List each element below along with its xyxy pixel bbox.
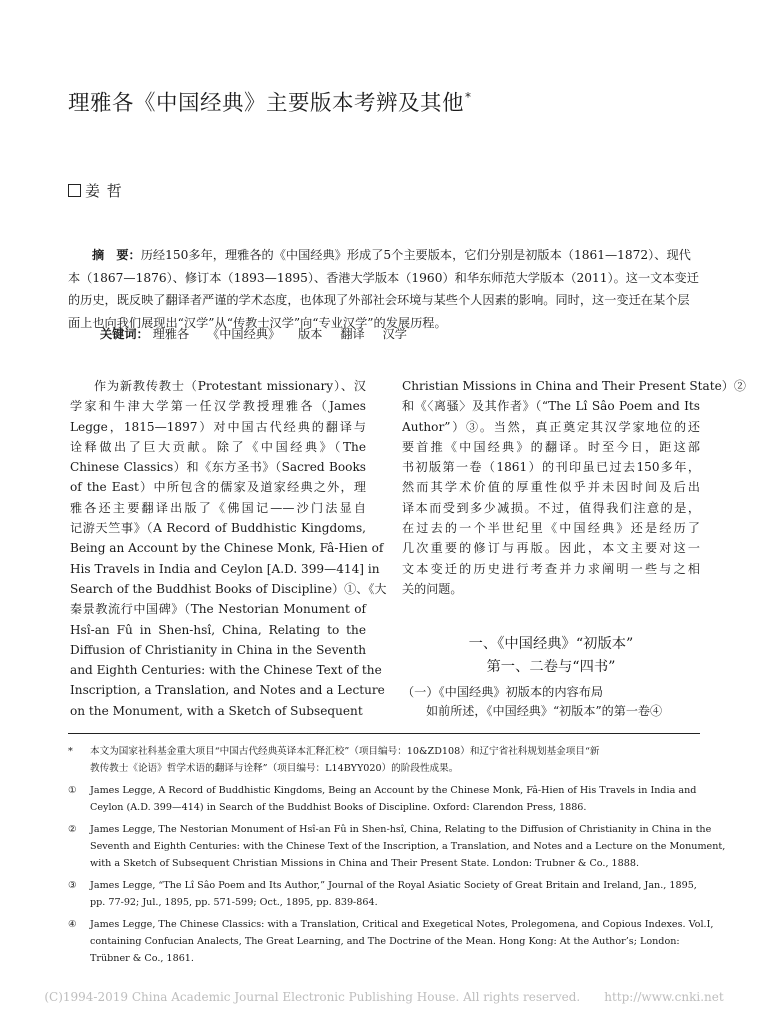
text-line: 在过去的一个半世纪里《中国经典》还是经历了 (402, 521, 700, 536)
footer-url: http://www.cnki.net (604, 990, 724, 1004)
text-line: 要首推《中国经典》的翻译。时至今日，距这部 (402, 439, 700, 454)
footnote-line: James Legge, The Chinese Classics: with a Translation, Critical and Exegetical Notes, Prolegomena, and Copious Indexes. Vol.I, (90, 918, 714, 930)
body-continue: 如前所述，《中国经典》“初版本”的第一卷④ (426, 704, 663, 718)
footnote (68, 877, 700, 912)
footnote-divider (68, 733, 700, 734)
body-right-column (402, 376, 746, 599)
footnote-mark: ① (68, 784, 77, 796)
keywords-label: 关键词： (100, 327, 149, 341)
footnote-line: with a Sketch of Subsequent Christian Missions in China and Their Present State. London: Trubner & Co., 1888. (90, 858, 640, 870)
text-line: 学家和牛津大学第一任汉学教授理雅各（James (70, 399, 366, 414)
footnote (68, 782, 700, 817)
text-line: His Travels in India and Ceylon [A.D. 399—414] in (70, 561, 380, 576)
text-line: Search of the Buddhist Books of Discipline）①、《大 (70, 581, 387, 596)
text-line: Being an Account by the Chinese Monk, Fâ-Hien of (70, 541, 384, 556)
footnotes (68, 743, 726, 972)
section-heading-line2: 第一、二卷与“四书” (486, 659, 616, 675)
text-line: of the East）中所包含的儒家及道家经典之外，理 (70, 480, 366, 495)
abstract-text: 历经150多年，理雅各的《中国经典》形成了5个主要版本，它们分别是初版本（1861—1872）、现代本（1867—1876）、修订本（1893—1895）、香港大学版本（1960）和华东师范大学版本（2011）。这一文本变迁的历史，既反映了翻译者严谨的学术态度，也体现了外部社会环境与某些个人因素的影响。同时，这一变迁在某个层面上也向我们展现出“汉学”从“传教士汉学”向“专业汉学”的发展历程。 (68, 248, 699, 330)
copyright-text: (C)1994-2019 China Academic Journal Electronic Publishing House. All rights reserved. (44, 990, 581, 1004)
text-line: 译本而受到多少减损。不过，值得我们注意的是， (402, 500, 700, 515)
text-line: 关的问题。 (402, 581, 463, 596)
keyword: 翻译 (340, 327, 365, 341)
footnote-line: Trübner & Co., 1861. (90, 953, 194, 965)
keywords (100, 325, 421, 342)
keyword: 理雅各 (152, 327, 190, 341)
footnote-line: James Legge, “The Lî Sâo Poem and Its Author,” Journal of the Royal Asiatic Society of Great Britain and Ireland, Jan., 1895, (90, 879, 697, 891)
text-line: Author”）③。当然，真正奠定其汉学家地位的还 (402, 419, 700, 434)
footnote-line: 教传教士《论语》哲学术语的翻译与诠释”（项目编号：L14BYY020）的阶段性成果。 (90, 763, 459, 775)
footnote (68, 821, 726, 873)
title-text: 理雅各《中国经典》主要版本考辨及其他 (68, 91, 465, 116)
abstract-label: 摘 要： (92, 248, 141, 262)
subsection-heading: （一）《中国经典》初版本的内容布局 (402, 685, 604, 699)
text-line: 和《〈离骚〉及其作者》（“The Lî Sâo Poem and Its (402, 399, 700, 414)
author-name: 姜 哲 (85, 182, 123, 200)
text-line: Chinese Classics）和《东方圣书》（Sacred Books (70, 460, 366, 475)
text-line: 诠释做出了巨大贡献。除了《中国经典》（The (70, 439, 366, 454)
text-line: Legge，1815—1897）对中国古代经典的翻译与 (70, 419, 366, 434)
text-line: on the Monument, with a Sketch of Subsequent (70, 703, 363, 718)
keyword: 汉学 (382, 327, 407, 341)
abstract (68, 244, 700, 334)
footnote-line: James Legge, A Record of Buddhistic Kingdoms, Being an Account by the Chinese Monk, Fâ-Hien of His Travels in India and (90, 784, 697, 796)
body-left-column (70, 376, 387, 721)
keyword: 《中国经典》 (207, 327, 281, 341)
text-line: 雅各还主要翻译出版了《佛国记——沙门法显自 (70, 500, 366, 515)
text-line: 书初版第一卷（1861）的刊印虽已过去150多年， (402, 460, 700, 475)
text-line: 然而其学术价值的厚重性似乎并未因时间及后出 (402, 480, 700, 495)
text-line: Inscription, a Translation, and Notes and a Lecture (70, 683, 385, 698)
footnote-mark: * (68, 746, 73, 757)
footnote-line: James Legge, The Nestorian Monument of Hsî-an Fû in Shen-hsî, China, Relating to the Diffusion of Christianity in China in the (90, 823, 712, 835)
footnote-line: containing Confucian Analects, The Great Learning, and The Doctrine of the Mean. Hong Kong: At the Author’s; London: (90, 936, 680, 948)
footnote (68, 743, 700, 778)
footnote (68, 916, 714, 968)
text-line: Diffusion of Christianity in China in the Seventh (70, 642, 366, 657)
text-line: 记游天竺事》（A Record of Buddhistic Kingdoms, (70, 521, 366, 536)
author-line (68, 180, 123, 201)
footnote-mark: ③ (68, 879, 77, 891)
section-heading-line1: 一、《中国经典》“初版本” (468, 636, 634, 652)
title-footnote-mark: * (465, 90, 472, 104)
text-line: 秦景教流行中国碑》（The Nestorian Monument of (70, 602, 366, 617)
footnote-mark: ② (68, 823, 77, 835)
text-line: and Eighth Centuries: with the Chinese Text of the (70, 663, 382, 678)
footnote-line: pp. 77-92; Jul., 1895, pp. 571-599; Oct., 1895, pp. 839-864. (90, 897, 378, 909)
article-title (68, 86, 472, 117)
page-footer (0, 990, 768, 1004)
text-line: 文本变迁的历史进行考查并力求阐明一些与之相 (402, 561, 700, 576)
text-line: Christian Missions in China and Their Present State）② (402, 379, 746, 393)
footnote-line: Seventh and Eighth Centuries: with the Chinese Text of the Inscription, a Translation, and Notes and a Lecture on the Monument, (90, 841, 726, 853)
text-line: 作为新教传教士（Protestant missionary）、汉 (94, 379, 366, 393)
author-box-icon (68, 184, 81, 197)
text-line: Hsî-an Fû in Shen-hsî, China, Relating to the (70, 622, 366, 637)
footnote-line: 本文为国家社科基金重大项目“中国古代经典英译本汇释汇校”（项目编号：10&ZD108）和辽宁省社科规划基金项目“新 (90, 746, 600, 757)
footnote-mark: ④ (68, 918, 77, 930)
footnote-line: Ceylon (A.D. 399—414) in Search of the Buddhist Books of Discipline. Oxford: Clarendon Press, 1886. (90, 802, 587, 814)
text-line: 几次重要的修订与再版。因此，本文主要对这一 (402, 541, 700, 556)
keyword: 版本 (298, 327, 323, 341)
